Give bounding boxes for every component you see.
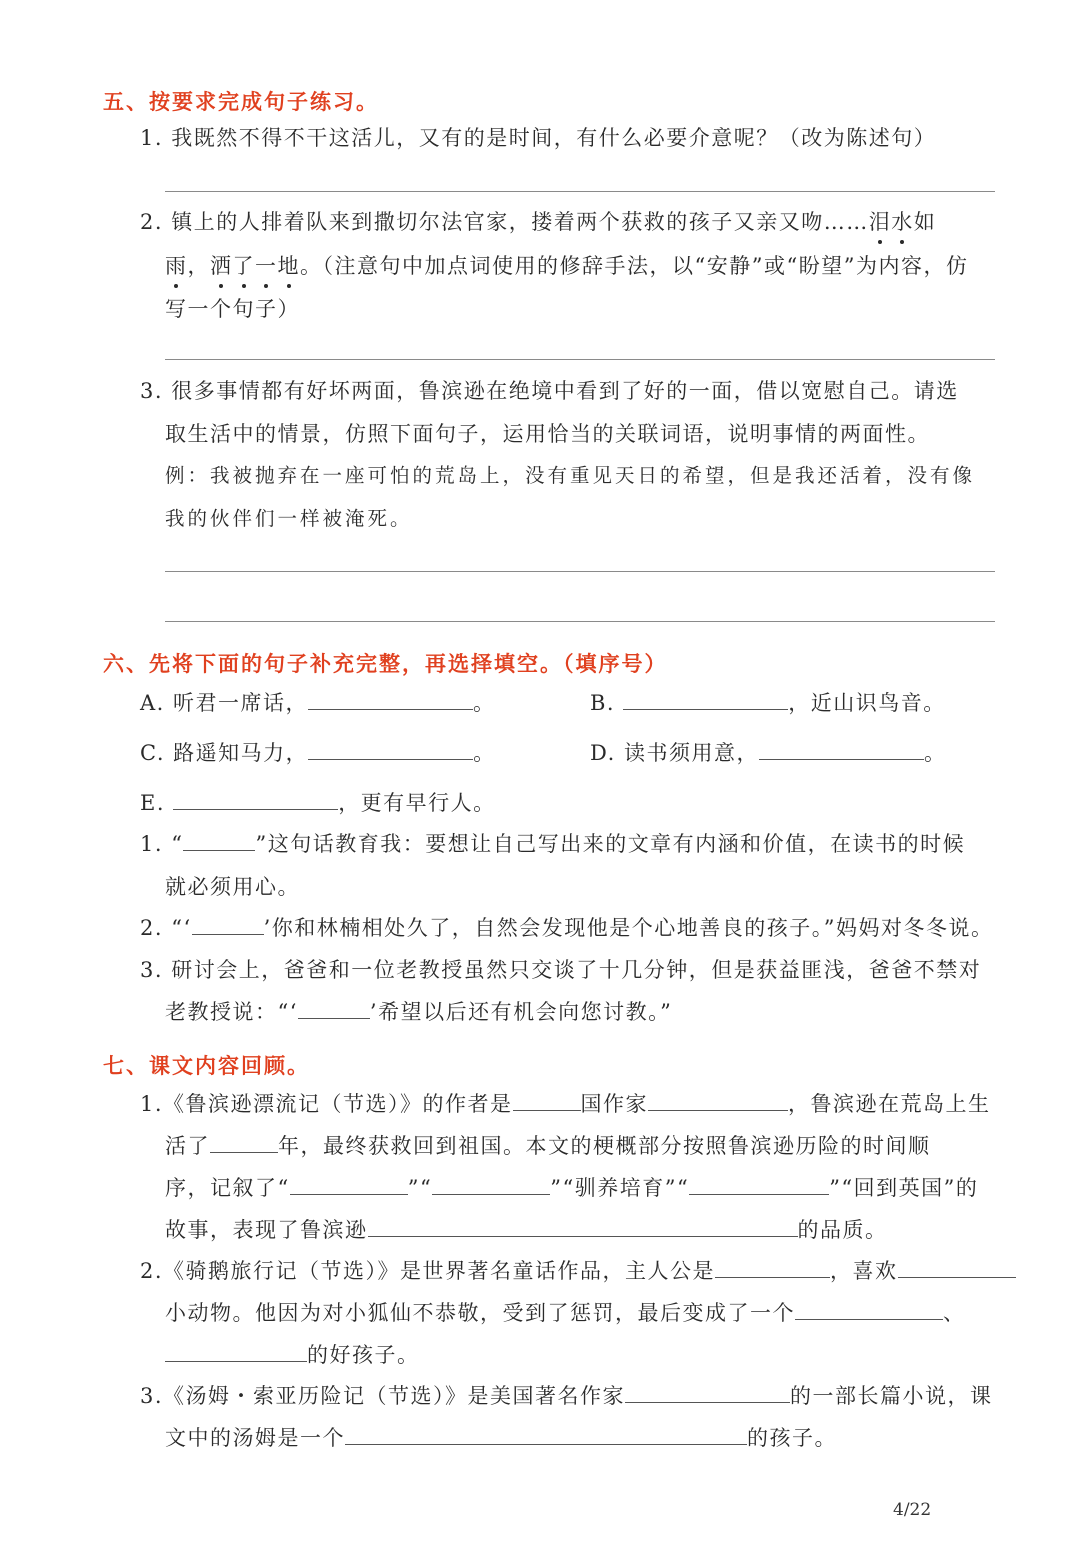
s7-q3-line2: 文中的汤姆是一个 的孩子。 [165,1426,837,1450]
s6-option-d: D. 读书须用意， 。 [590,741,947,765]
s7-q2-line2: 小动物。他因为对小狐仙不恭敬，受到了惩罚，最后变成了一个 、 [165,1301,966,1325]
s5-q3-example-line2: 我的伙伴们一样被淹死。 [165,507,413,530]
dotted-char: 洒 [210,254,233,278]
s7-q3-author-blank[interactable] [625,1382,790,1403]
s7-q1-part2-blank[interactable] [432,1174,550,1195]
s6-c-blank[interactable] [308,739,473,760]
s7-q1-quality-blank[interactable] [368,1216,798,1237]
s7-q2-trait2-blank[interactable] [165,1341,307,1362]
s6-option-a: A. 听君一席话， 。 [140,691,496,715]
s7-q1-line4: 故事，表现了鲁滨逊 的品质。 [165,1218,888,1242]
dotted-char: 地 [277,254,300,278]
s7-q2-line3: 的好孩子。 [165,1341,420,1369]
s5-q1: 1. 我既然不得不干这活儿，又有的是时间，有什么必要介意呢？（改为陈述句） [140,126,937,150]
s6-q3-blank[interactable] [298,998,370,1019]
s6-b-blank[interactable] [623,689,788,710]
section-5-heading: 五、按要求完成句子练习。 [103,90,379,114]
s5-q2-line1: 2. 镇上的人排着队来到撒切尔法官家，搂着两个获救的孩子又亲又吻……泪水如 [140,210,937,234]
s5-q2-line2: 雨，洒了一地。（注意句中加点词使用的修辞手法，以“安静”或“盼望”为内容，仿 [165,254,969,278]
s6-q2-blank[interactable] [192,914,264,935]
s7-q1-line1: 1.《鲁滨逊漂流记（节选）》的作者是 国作家 ，鲁滨逊在荒岛上生 [140,1092,991,1116]
s6-option-e: E. ，更有早行人。 [140,791,496,815]
s7-q1-part1-blank[interactable] [290,1174,408,1195]
s5-q1-answer-line[interactable] [165,191,995,192]
s6-option-c: C. 路遥知马力， 。 [140,741,496,765]
s6-q3-line1: 3. 研讨会上，爸爸和一位老教授虽然只交谈了十几分钟，但是获益匪浅，爸爸不禁对 [140,958,982,982]
s7-q1-years-blank[interactable] [210,1132,278,1153]
s7-q3-line1: 3.《汤姆・索亚历险记（节选）》是美国著名作家 的一部长篇小说，课 [140,1384,993,1408]
page-number: 4/22 [893,1500,932,1520]
s5-q3-example-line1: 例：我被抛弃在一座可怕的荒岛上，没有重见天日的希望，但是我还活着，没有像 [165,464,976,487]
s5-q3-answer-line-2[interactable] [165,621,995,622]
s7-q3-trait-blank[interactable] [345,1424,747,1445]
s6-q1-line2: 就必须用心。 [165,875,300,899]
dotted-char: 水 [891,210,914,234]
section-6-heading: 六、先将下面的句子补充完整，再选择填空。（填序号） [103,652,668,676]
dotted-char: 泪 [868,210,892,234]
s6-a-blank[interactable] [308,689,473,710]
s7-q1-line3: 序，记叙了“ ”“ ”“驯养培育”“ ”“回到英国”的 [165,1176,979,1200]
s5-q3-line2: 取生活中的情景，仿照下面句子，运用恰当的关联词语，说明事情的两面性。 [165,422,930,446]
s5-q2-line3: 写一个句子） [165,297,300,321]
s5-q3-line1: 3. 很多事情都有好坏两面，鲁滨逊在绝境中看到了好的一面，借以宽慰自己。请选 [140,379,959,403]
s6-q2: 2. “‘ ’你和林楠相处久了，自然会发现他是个心地善良的孩子。”妈妈对冬冬说。 [140,916,994,940]
s6-q1-blank[interactable] [183,830,255,851]
s7-q1-author-blank[interactable] [648,1090,788,1111]
s7-q2-line1: 2.《骑鹅旅行记（节选）》是世界著名童话作品，主人公是 ，喜欢 [140,1257,1016,1285]
s7-q1-line2: 活了 年，最终获救回到祖国。本文的梗概部分按照鲁滨逊历险的时间顺 [165,1134,931,1158]
s6-e-blank[interactable] [173,789,338,810]
s5-q3-answer-line-1[interactable] [165,571,995,572]
s7-q2-likes-blank[interactable] [898,1257,1016,1278]
dotted-char: 雨 [165,254,188,278]
s7-q2-trait1-blank[interactable] [795,1299,943,1320]
s6-q3-line2: 老教授说：“‘ ’希望以后还有机会向您讨教。” [165,1000,673,1024]
s7-q1-part4-blank[interactable] [689,1174,829,1195]
dotted-char: 一 [255,254,278,278]
s6-option-b: B. ，近山识鸟音。 [590,691,946,715]
s6-d-blank[interactable] [759,739,924,760]
dotted-char: 了 [232,254,255,278]
s7-q2-protagonist-blank[interactable] [715,1257,830,1278]
s6-q1-line1: 1. “ ”这句话教育我：要想让自己写出来的文章有内涵和价值，在读书的时候 [140,832,966,856]
s5-q2-answer-line[interactable] [165,359,995,360]
section-7-heading: 七、课文内容回顾。 [103,1054,310,1078]
s7-q1-country-blank[interactable] [513,1090,581,1111]
